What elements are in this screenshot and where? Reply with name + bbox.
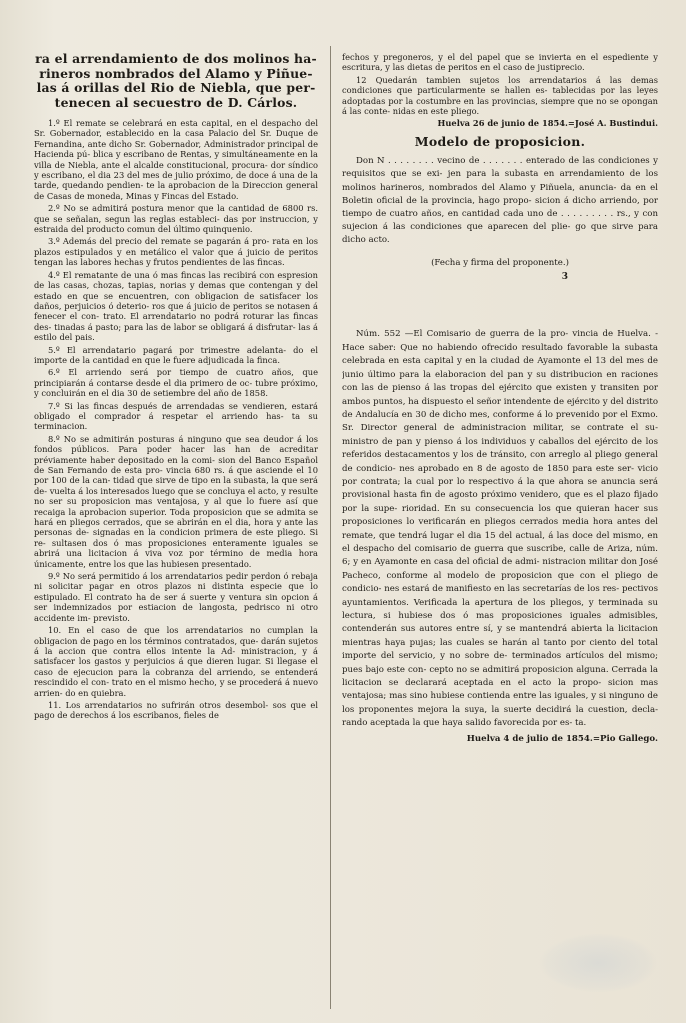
condition-11: 11. Los arrendatarios no sufrirán otros desembol- sos que el pago de derechos á los escribanos, fieles de xyxy=(34,699,318,721)
condition-7: 7.º Si las fincas después de arrendadas se vendieren, estará obligado el comprador á respetar el arriendo has- ta su terminacion. xyxy=(34,400,318,432)
conditions-signature xyxy=(342,118,658,128)
continued-paragraph: fechos y pregoneros, y el del papel que se invierta en el espediente y escritura, y las dietas de peritos en el caso de justiprecio. xyxy=(342,52,658,73)
condition-5: 5.º El arrendatario pagará por trimestre adelanta- do el importe de la cantidad en que le fuere adjudicada la finca. xyxy=(34,344,318,365)
condition-6: 6.º El arriendo será por tiempo de cuatro años, que principiarán á contarse desde el dia primero de oc- tubre próximo, y concluirán en el dia 30 de setiembre del año de 1858. xyxy=(34,367,318,399)
right-column xyxy=(342,52,658,1003)
condition-9: 9.º No será permitido á los arrendatarios pedir perdon ó rebaja ni solicitar pagar en otros plazos ni distinta especie que lo estipulado. El contrato ha de ser á suerte y ventura sin opcion á ser indemnizados por estiacion de langosta, pedrisco ni otro accidente im- previsto. xyxy=(34,571,318,623)
condition-8: 8.º No se admitirán posturas á ninguno que sea deudor á los fondos públicos. Para poder hacer las han de acreditar préviamente haber depositado en la comi- sion del Banco Español de San Fernando de esta pro- vincia 680 rs. á que asciende el 10 por 100 de la can- tidad que sirve de tipo en la subasta, la que será de- vuelta á los interesados luego que se concluya el acto, y resulte no ser su proposicion mas ventajosa, y al que lo fuere así que recaiga la aprobacion superior. Toda proposicion que se admita se hará en pliegos cerrados, que se abrirán en el dia, hora y ante las personas de- signadas en la condicion primera de este pliego. Si re- sultasen dos ó mas proposiciones enteramente iguales se abrirá una licitacion á viva voz por término de media hora únicamente, entre los que las hubiesen presentado. xyxy=(34,433,318,569)
model-title: Modelo de proposicion. xyxy=(414,133,586,149)
condition-4: 4.º El rematante de una ó mas fincas las recibirá con espresion de las casas, chozas, tapias, norias y demas que contengan y del estado en que se encuentren, con obligacion de satisfacer los daños, perjuicios ó deterio- ros que á juicio de peritos se notasen á fenecer el con- trato. El arrendatario no podrá roturar las fincas des- tinadas á pasto; para las de labor se obligará á disfrutar- las á estilo del pais. xyxy=(34,269,318,343)
column-divider xyxy=(330,46,331,1009)
condition-2: 2.º No se admitirá postura menor que la cantidad de 6800 rs. que se señalan, segun las reglas estableci- das por instruccion, y estraida del producto comun del último quinquenio. xyxy=(34,203,318,235)
left-column xyxy=(34,52,318,1003)
signature-bustindui: Huelva 26 de junio de 1854.=José A. Bustindui. xyxy=(437,118,658,129)
condition-10: 10. En el caso de que los arrendatarios no cumplan la obligacion de pago en los términos contratados, que- darán sujetos á la accion que contra ellos intente la Ad- ministracion, y á satisfacer los gastos y perjuicios á que dieren lugar. Si llegase el caso de ejecucion para la cobranza del arriendo, se entenderá rescindido el con- trato en el mismo hecho, y se procederá á nuevo arrien- do en quiebra. xyxy=(34,625,318,698)
notice-signature xyxy=(342,733,658,746)
article-title: ra el arrendamiento de dos molinos ha- rineros nombrados del Alamo y Piñue- las á orillas del Rio de Niebla, que per- tenecen al secuestro de D. Cárlos. xyxy=(35,52,317,110)
notice-552: Núm. 552 —El Comisario de guerra de la pro- vincia de Huelva. - Hace saber: Que no habiendo ofrecido resultado favorable la subasta celebrada en esta capital y en la ciudad de Ayamonte el 13 del mes de junio último para la elaboracion del pan y su distribucion en raciones con las de pienso á las tropas del ejército que existen y transiten por ambos puntos, ha dispuesto el señor intendente de ejército y del distrito de Andalucía en 30 de dicho mes, conforme á lo prevenido por el Exmo. Sr. Director general de administracion militar, se contrate el su- ministro de pan y pienso á los individuos y caballos del ejército de los referidos destacamentos y los de tránsito, con arreglo al pliego general de condicio- nes aprobado en 8 de agosto de 1850 para este ser- vicio por contrata; la cual por lo respectivo á la que ahora se anuncia será provisional hasta fin de agosto próximo venidero, que es el plazo fijado por la supe- rioridad. En su consecuencia los que quieran hacer sus proposiciones lo verificarán en pliegos cerrados media hora antes del remate, que tendrá lugar el dia 15 del actual, á las doce del mismo, en el despacho del comisario de guerra que suscribe, calle de Ariza, núm. 6; y en Ayamonte en casa del oficial de admi- nistracion militar don José Pacheco, conforme al modelo de proposicion que con el pliego de condicio- nes estará de manifiesto en las secretarías de los res- pectivos ayuntamientos. Verificada la apertura de los pliegos, y terminada su lectura, si hubiese dos ó mas proposiciones iguales admisibles, contenderán sus autores entre sí, y se mantendrá abierta la licitacion mientras haya pujas; las cuales se harán al tanto por ciento del total importe del servicio, y no sobre de- terminados artículos del mismo; pues bajo este con- cepto no se admitirá proposicion alguna. Cerrada la licitacion se declarará aceptada en el acto la propo- sicion mas ventajosa; mas sino hubiese contienda entre las iguales, y si ninguno de los proponentes mejora la suya, la suerte decidirá la cuestion, decla- rando aceptada la que haya salido favorecida por es- ta. xyxy=(342,329,658,729)
condition-1: 1.º El remate se celebrará en esta capital, en el despacho del Sr. Gobernador, establecido en la casa Palacio del Sr. Duque de Fernandina, ante dicho Sr. Gobernador, Administrador principal de Hacienda pú- blica y escribano de Rentas, y simultáneamente en la villa de Niebla, ante el alcalde constitucional, procura- dor síndico y escribano, el dia 23 del mes de julio próximo, de doce á una de la tarde, quedando pendien- te la aprobacion de la Direccion general de Casas de moneda, Minas y Fincas del Estado. xyxy=(34,118,318,201)
condition-12: 12 Quedarán tambien sujetos los arrendatarios á las demas condiciones que particularmente se hallen es- tablecidas por las leyes adoptadas por la costumbre en las provincias, siempre que no se opongan á las conte- nidas en este pliego. xyxy=(342,74,658,117)
signature-gallego: Huelva 4 de julio de 1854.=Pio Gallego. xyxy=(466,733,658,744)
model-proposal-text: Don N . . . . . . . . vecino de . . . . . . . enterado de las condiciones y requisitos que se exi- jen para la subasta en arrendamiento de los molinos harineros, nombrados del Alamo y Piñuela, anuncia- da en el Boletin oficial de la provincia, hago propo- sicion á dicho arriendo, por tiempo de cuatro años, en cantidad cada uno de . . . . . . . . . rs., y con sujecion á las condiciones que aparecen del plie- go que sirve para dicho acto. xyxy=(342,156,658,246)
model-closing: (Fecha y firma del proponente.) xyxy=(431,257,569,268)
condition-3: 3.º Además del precio del remate se pagarán á pro- rata en los plazos estipulados y en metálico el valor que á juicio de peritos tengan las labores hechas y frutos pendientes de las fincas. xyxy=(34,236,318,268)
conditions-list xyxy=(34,118,318,721)
library-stamp xyxy=(538,933,658,993)
section-mark: 3 xyxy=(561,272,568,283)
